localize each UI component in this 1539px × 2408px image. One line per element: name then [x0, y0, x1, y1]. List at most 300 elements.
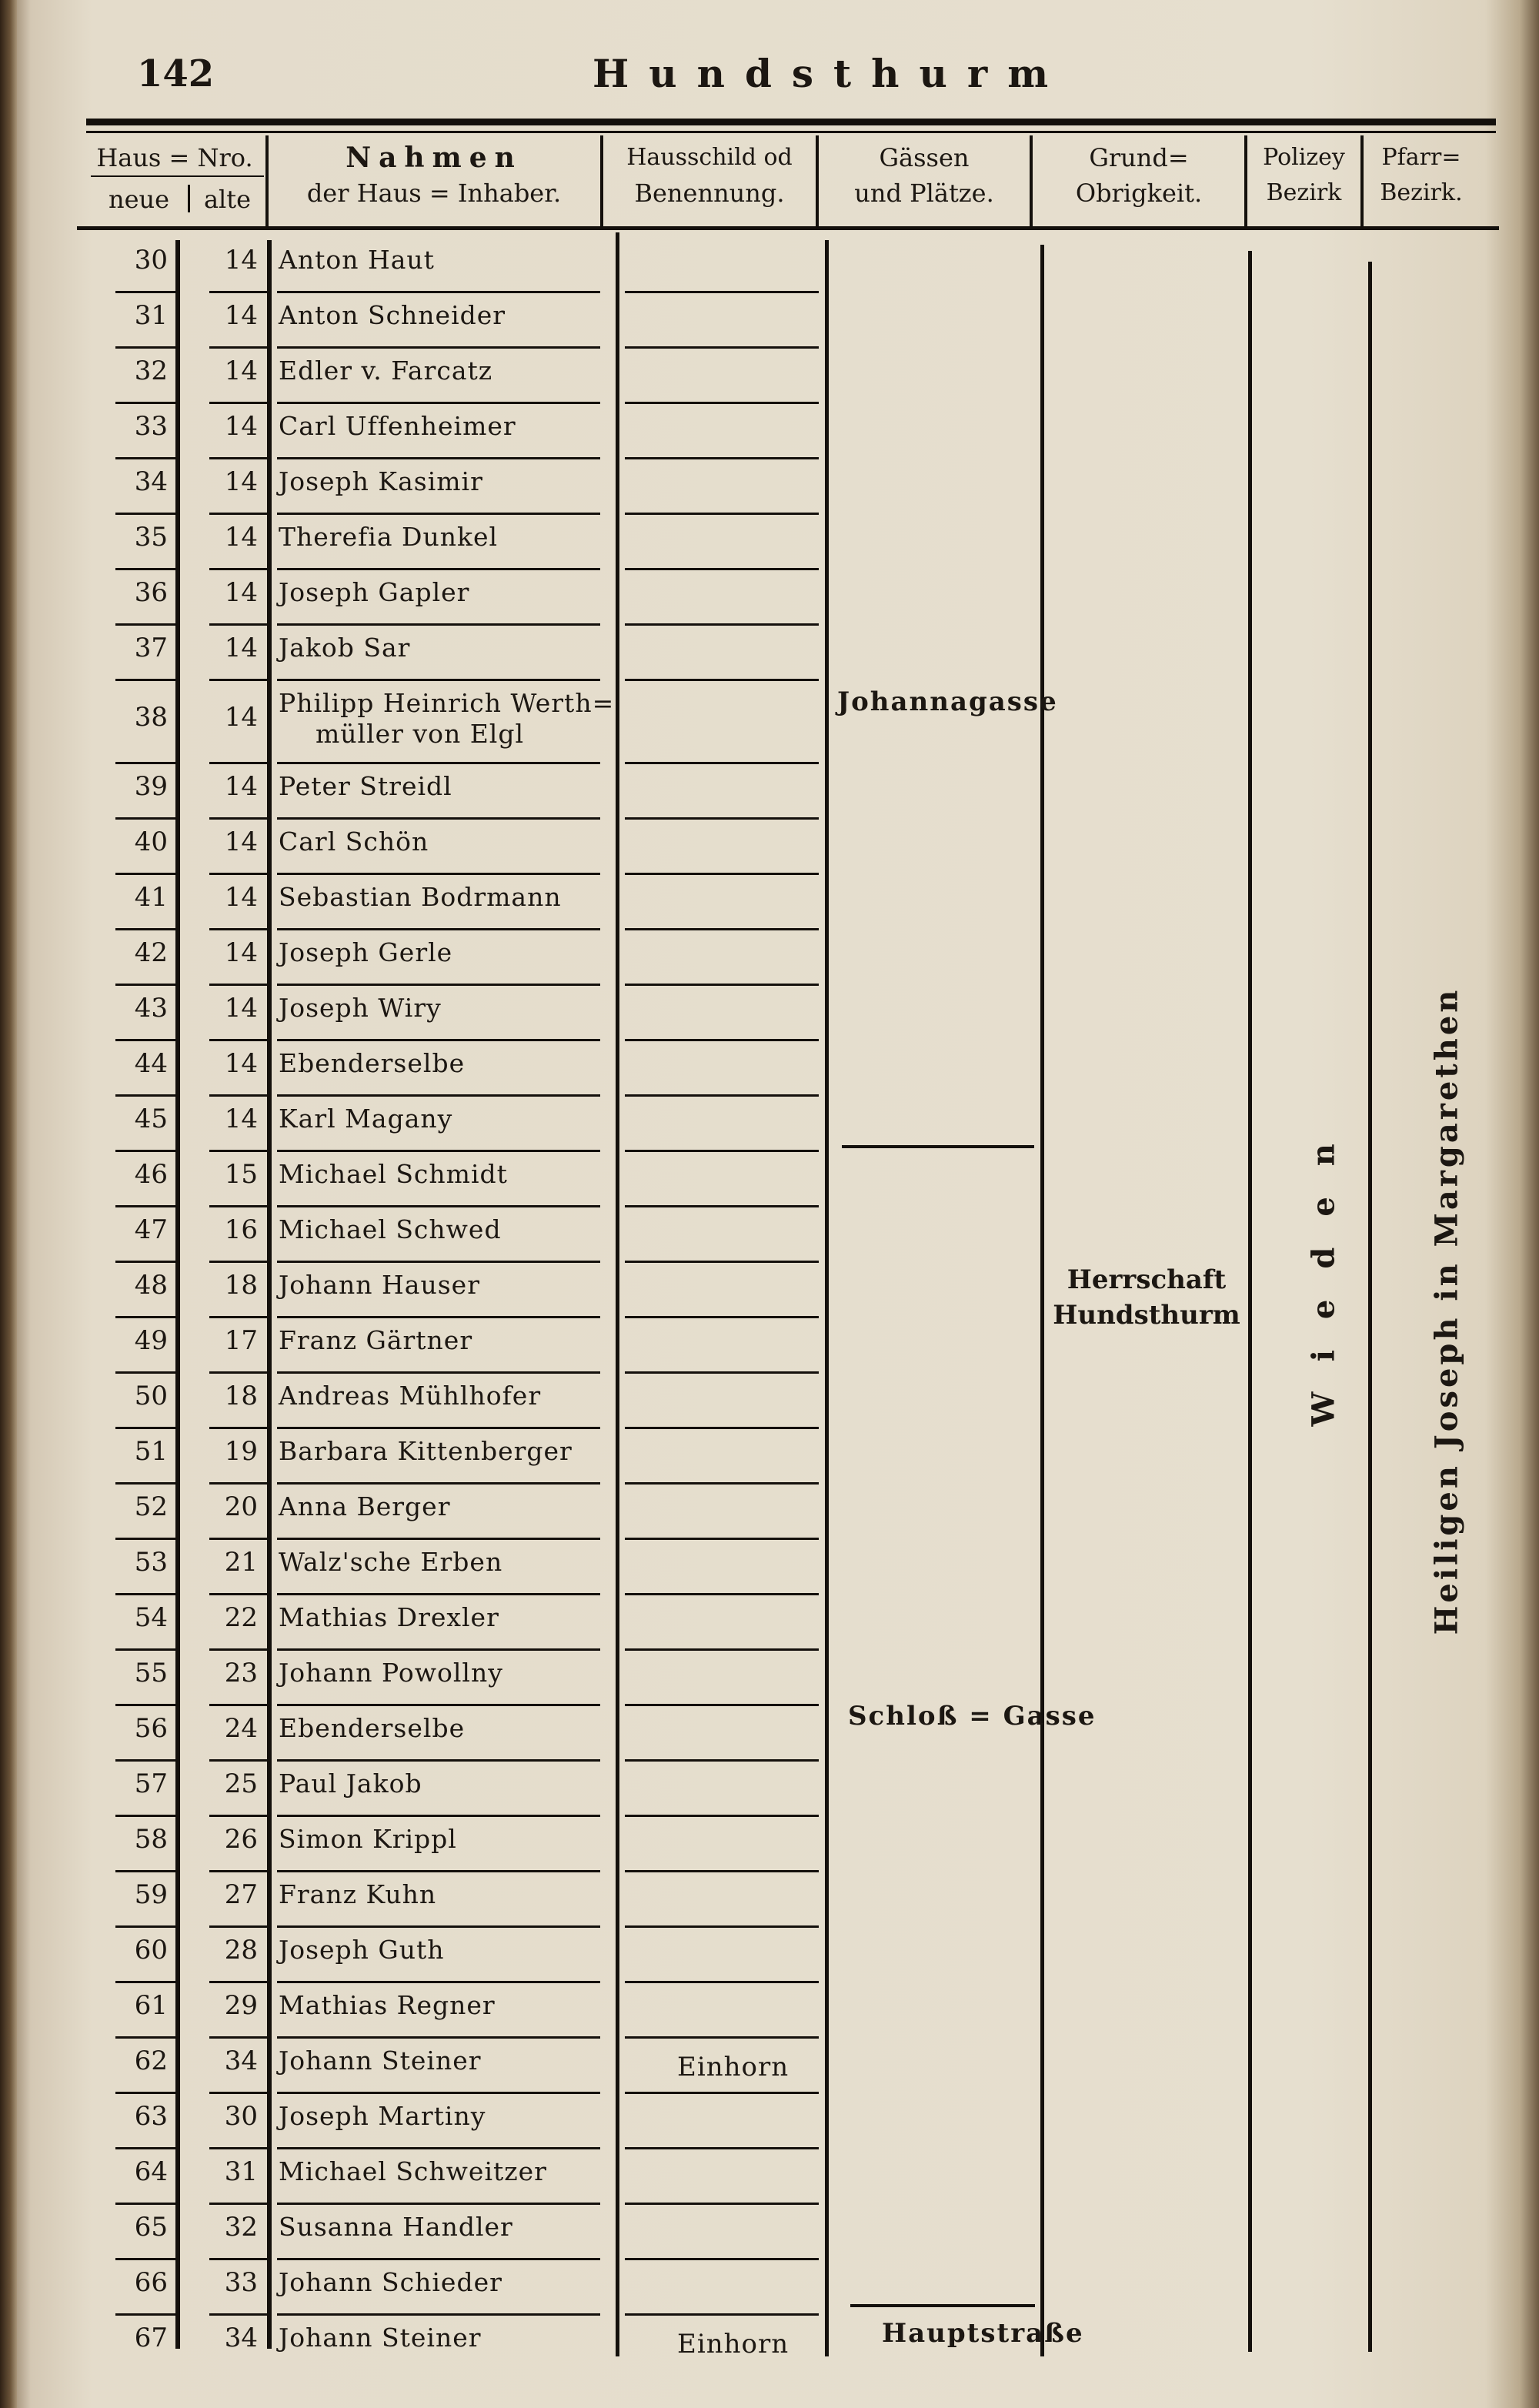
house-number-new: 51	[134, 1436, 168, 1467]
header-polizey-line1: Polizey	[1263, 144, 1345, 171]
street-schlossgasse: Schloß = Gasse	[848, 1701, 1097, 1732]
row-rule-old	[209, 817, 269, 820]
polizey-bezirk-value: Wieden	[1305, 1113, 1342, 1427]
row-rule-old	[209, 1316, 269, 1318]
row-rule-new	[115, 1648, 177, 1651]
house-number-new: 47	[134, 1214, 168, 1245]
row-rule-name	[277, 762, 600, 764]
owner-name: Michael Schmidt	[279, 1159, 508, 1189]
owner-name: Barbara Kittenberger	[279, 1436, 573, 1466]
row-rule-new	[115, 1150, 177, 1152]
row-rule-schild	[625, 2147, 819, 2149]
house-number-new: 31	[134, 300, 168, 331]
street-johannagasse: Johannagasse	[837, 686, 1058, 717]
house-number-old: 14	[224, 411, 258, 442]
row-rule-name	[277, 817, 600, 820]
house-number-old: 14	[224, 827, 258, 857]
house-number-old: 14	[224, 633, 258, 663]
row-rule-new	[115, 1704, 177, 1706]
house-number-old: 31	[224, 2156, 258, 2187]
house-number-old: 14	[224, 245, 258, 276]
house-number-old: 14	[224, 993, 258, 1024]
header-divider	[1030, 135, 1033, 226]
header-grund-line2: Obrigkeit.	[1075, 179, 1203, 208]
house-number-new: 67	[134, 2323, 168, 2353]
row-rule-name	[277, 2147, 600, 2149]
owner-name: Joseph Gapler	[279, 577, 470, 607]
owner-name: Joseph Guth	[279, 1935, 445, 1965]
row-rule-new	[115, 2258, 177, 2260]
row-rule-schild	[625, 291, 819, 293]
row-rule-old	[209, 679, 269, 681]
row-rule-schild	[625, 1316, 819, 1318]
row-rule-new	[115, 291, 177, 293]
row-rule-old	[209, 2203, 269, 2205]
row-rule-old	[209, 2258, 269, 2260]
row-rule-old	[209, 1815, 269, 1817]
row-rule-name	[277, 679, 600, 681]
house-number-old: 14	[224, 522, 258, 553]
row-rule-schild	[625, 1704, 819, 1706]
house-number-old: 18	[224, 1381, 258, 1411]
row-rule-old	[209, 928, 269, 930]
row-rule-new	[115, 513, 177, 515]
house-number-old: 14	[224, 882, 258, 913]
header-gassen-line2: und Plätze.	[854, 179, 994, 208]
row-rule-old	[209, 1704, 269, 1706]
row-rule-schild	[625, 873, 819, 875]
row-rule-schild	[625, 1094, 819, 1097]
row-rule-old	[209, 1482, 269, 1485]
row-rule-new	[115, 679, 177, 681]
owner-name: Michael Schwed	[279, 1214, 502, 1244]
row-rule-name	[277, 1039, 600, 1041]
row-rule-name	[277, 568, 600, 570]
row-rule-name	[277, 1538, 600, 1540]
row-rule-name	[277, 2092, 600, 2094]
owner-name: Johann Hauser	[279, 1270, 480, 1300]
row-rule-new	[115, 1316, 177, 1318]
row-rule-name	[277, 1094, 600, 1097]
header-divider	[265, 135, 269, 226]
house-number-new: 35	[134, 522, 168, 553]
row-rule-schild	[625, 1815, 819, 1817]
row-rule-name	[277, 1150, 600, 1152]
row-rule-new	[115, 2147, 177, 2149]
row-rule-name	[277, 873, 600, 875]
row-rule-name	[277, 1870, 600, 1872]
row-rule-old	[209, 2036, 269, 2039]
row-rule-old	[209, 873, 269, 875]
row-rule-schild	[625, 1371, 819, 1374]
row-rule-old	[209, 984, 269, 986]
house-number-old: 19	[224, 1436, 258, 1467]
header-nahmen-line2: der Haus = Inhaber.	[306, 179, 562, 208]
row-rule-old	[209, 568, 269, 570]
owner-name: Joseph Kasimir	[279, 466, 483, 496]
header-pfarr-line2: Bezirk.	[1380, 179, 1463, 206]
header-nahmen	[269, 140, 599, 211]
house-number-old: 28	[224, 1935, 258, 1965]
column-rule	[267, 240, 272, 2349]
house-number-old: 34	[224, 2323, 258, 2353]
row-rule-schild	[625, 513, 819, 515]
house-number-new: 60	[134, 1935, 168, 1965]
grund-line1: Herrschaft	[1067, 1264, 1227, 1295]
row-rule-name	[277, 623, 600, 626]
header-divider	[600, 135, 603, 226]
house-number-new: 56	[134, 1713, 168, 1744]
header-neue-alte-divider	[188, 185, 190, 212]
house-number-new: 39	[134, 771, 168, 802]
row-rule-schild	[625, 2203, 819, 2205]
row-rule-name	[277, 457, 600, 459]
row-rule-name	[277, 2203, 600, 2205]
row-rule-old	[209, 1261, 269, 1263]
row-rule-old	[209, 1593, 269, 1595]
row-rule-new	[115, 984, 177, 986]
row-rule-schild	[625, 1039, 819, 1041]
owner-name: Sebastian Bodrmann	[279, 882, 562, 912]
owner-name: Ebenderselbe	[279, 1713, 466, 1743]
row-rule-schild	[625, 623, 819, 626]
row-rule-old	[209, 513, 269, 515]
house-number-new: 50	[134, 1381, 168, 1411]
header-alte: alte	[203, 185, 252, 214]
row-rule-schild	[625, 346, 819, 349]
row-rule-old	[209, 1427, 269, 1429]
owner-name: Philipp Heinrich Werth=	[279, 688, 615, 718]
row-rule-old	[209, 346, 269, 349]
pfarr-bezirk-value: Heiligen Joseph in Margarethen	[1428, 987, 1465, 1635]
house-number-old: 14	[224, 356, 258, 386]
row-rule-name	[277, 1427, 600, 1429]
row-rule-old	[209, 402, 269, 404]
house-number-old: 26	[224, 1824, 258, 1855]
house-number-old: 14	[224, 1048, 258, 1079]
top-rule-thin	[86, 131, 1496, 133]
house-number-new: 65	[134, 2212, 168, 2243]
column-rule	[175, 240, 180, 2349]
house-number-old: 30	[224, 2101, 258, 2132]
row-rule-schild	[625, 928, 819, 930]
header-bottom-rule	[77, 226, 1499, 230]
row-rule-new	[115, 1261, 177, 1263]
owner-name: Anton Haut	[279, 245, 435, 275]
row-rule-schild	[625, 568, 819, 570]
row-rule-old	[209, 1039, 269, 1041]
row-rule-old	[209, 291, 269, 293]
house-number-new: 41	[134, 882, 168, 913]
house-number-new: 55	[134, 1658, 168, 1688]
row-rule-name	[277, 2036, 600, 2039]
owner-name: Edler v. Farcatz	[279, 356, 493, 386]
grund-line2: Hundsthurm	[1053, 1300, 1240, 1331]
row-rule-name	[277, 2258, 600, 2260]
owner-name: Walz'sche Erben	[279, 1547, 503, 1577]
owner-name: Joseph Gerle	[279, 937, 453, 967]
owner-name: Carl Uffenheimer	[279, 411, 516, 441]
column-rule	[616, 232, 619, 2356]
owner-name: Ebenderselbe	[279, 1048, 466, 1078]
house-number-new: 64	[134, 2156, 168, 2187]
row-rule-name	[277, 346, 600, 349]
house-number-old: 23	[224, 1658, 258, 1688]
row-rule-name	[277, 291, 600, 293]
page-title: Hundsthurm	[593, 51, 1069, 96]
header-divider	[1244, 135, 1247, 226]
owner-name: Peter Streidl	[279, 771, 452, 801]
row-rule-schild	[625, 1427, 819, 1429]
house-number-old: 14	[224, 300, 258, 331]
row-rule-old	[209, 1205, 269, 1207]
row-rule-old	[209, 457, 269, 459]
house-number-new: 32	[134, 356, 168, 386]
row-rule-new	[115, 1482, 177, 1485]
row-rule-name	[277, 1261, 600, 1263]
row-rule-name	[277, 1925, 600, 1928]
row-rule-new	[115, 1815, 177, 1817]
row-rule-new	[115, 1593, 177, 1595]
row-rule-schild	[625, 817, 819, 820]
header-haus-nro	[86, 140, 263, 175]
house-number-new: 63	[134, 2101, 168, 2132]
header-grund	[1034, 140, 1244, 211]
row-rule-name	[277, 1759, 600, 1762]
house-number-old: 24	[224, 1713, 258, 1744]
row-rule-name	[277, 1371, 600, 1374]
row-rule-name	[277, 1704, 600, 1706]
header-grund-line1: Grund=	[1089, 143, 1189, 172]
house-number-new: 58	[134, 1824, 168, 1855]
top-rule-thick	[86, 119, 1496, 125]
owner-name: Johann Schieder	[279, 2267, 502, 2297]
row-rule-old	[209, 1150, 269, 1152]
house-number-new: 30	[134, 245, 168, 276]
row-rule-name	[277, 984, 600, 986]
house-number-new: 46	[134, 1159, 168, 1190]
owner-name: Anton Schneider	[279, 300, 506, 330]
row-rule-new	[115, 928, 177, 930]
house-number-new: 38	[134, 702, 168, 733]
house-number-old: 14	[224, 702, 258, 733]
column-rule	[825, 240, 829, 2356]
house-number-new: 40	[134, 827, 168, 857]
house-number-old: 32	[224, 2212, 258, 2243]
row-rule-new	[115, 1759, 177, 1762]
owner-name-cont: müller von Elgl	[315, 719, 525, 749]
street-hauptstrasse: Hauptstraße	[882, 2318, 1084, 2349]
grund-obrigkeit	[1043, 1262, 1250, 1333]
row-rule-name	[277, 1482, 600, 1485]
row-rule-new	[115, 623, 177, 626]
row-rule-old	[209, 1094, 269, 1097]
owner-name: Franz Kuhn	[279, 1879, 437, 1909]
house-number-old: 33	[224, 2267, 258, 2298]
owner-name: Johann Steiner	[279, 2046, 482, 2076]
owner-name: Joseph Martiny	[279, 2101, 486, 2131]
row-rule-schild	[625, 2313, 819, 2316]
row-rule-new	[115, 2092, 177, 2094]
row-rule-schild	[625, 2092, 819, 2094]
row-rule-name	[277, 1648, 600, 1651]
row-rule-schild	[625, 1261, 819, 1263]
row-rule-name	[277, 402, 600, 404]
column-rule	[1368, 262, 1372, 2352]
house-number-new: 33	[134, 411, 168, 442]
house-number-old: 22	[224, 1602, 258, 1633]
row-rule-new	[115, 2313, 177, 2316]
row-rule-new	[115, 1427, 177, 1429]
house-number-new: 44	[134, 1048, 168, 1079]
book-spine	[0, 0, 17, 2408]
house-number-new: 49	[134, 1325, 168, 1356]
row-rule-schild	[625, 679, 819, 681]
owner-name: Joseph Wiry	[279, 993, 442, 1023]
owner-name: Paul Jakob	[279, 1768, 422, 1798]
row-rule-new	[115, 1981, 177, 1983]
row-rule-schild	[625, 2036, 819, 2039]
owner-name: Karl Magany	[279, 1104, 453, 1134]
house-number-old: 14	[224, 1104, 258, 1134]
row-rule-new	[115, 2203, 177, 2205]
header-pfarr	[1364, 140, 1479, 211]
row-rule-new	[115, 873, 177, 875]
row-rule-new	[115, 817, 177, 820]
row-rule-name	[277, 1981, 600, 1983]
house-number-old: 14	[224, 577, 258, 608]
row-rule-name	[277, 513, 600, 515]
house-number-old: 14	[224, 771, 258, 802]
row-rule-new	[115, 1205, 177, 1207]
row-rule-schild	[625, 2258, 819, 2260]
row-rule-schild	[625, 1759, 819, 1762]
row-rule-old	[209, 2092, 269, 2094]
house-number-old: 34	[224, 2046, 258, 2076]
house-number-new: 48	[134, 1270, 168, 1301]
header-divider	[816, 135, 819, 226]
row-rule-new	[115, 346, 177, 349]
header-pfarr-line1: Pfarr=	[1381, 144, 1461, 171]
house-number-old: 29	[224, 1990, 258, 2021]
street-boundary-rule	[842, 1145, 1034, 1148]
row-rule-old	[209, 1538, 269, 1540]
house-number-new: 34	[134, 466, 168, 497]
row-rule-new	[115, 402, 177, 404]
header-polizey-line2: Bezirk	[1266, 179, 1342, 206]
owner-name: Franz Gärtner	[279, 1325, 473, 1355]
header-haus-nro-label: Haus = Nro.	[96, 143, 253, 172]
row-rule-schild	[625, 402, 819, 404]
row-rule-old	[209, 2313, 269, 2316]
house-number-new: 43	[134, 993, 168, 1024]
house-number-new: 54	[134, 1602, 168, 1633]
owner-name: Carl Schön	[279, 827, 429, 857]
row-rule-old	[209, 2147, 269, 2149]
house-sign: Einhorn	[677, 2052, 790, 2082]
owner-name: Jakob Sar	[279, 633, 411, 663]
house-number-new: 36	[134, 577, 168, 608]
owner-name: Andreas Mühlhofer	[279, 1381, 542, 1411]
row-rule-schild	[625, 1150, 819, 1152]
house-number-old: 14	[224, 466, 258, 497]
header-gassen	[820, 140, 1028, 211]
row-rule-old	[209, 1925, 269, 1928]
row-rule-old	[209, 1870, 269, 1872]
row-rule-schild	[625, 762, 819, 764]
row-rule-new	[115, 457, 177, 459]
house-number-old: 21	[224, 1547, 258, 1578]
house-number-old: 14	[224, 937, 258, 968]
owner-name: Mathias Drexler	[279, 1602, 499, 1632]
header-nahmen-line1: Nahmen	[346, 142, 522, 174]
row-rule-schild	[625, 984, 819, 986]
owner-name: Mathias Regner	[279, 1990, 496, 2020]
row-rule-name	[277, 928, 600, 930]
row-rule-schild	[625, 1648, 819, 1651]
header-polizey	[1248, 140, 1360, 211]
row-rule-name	[277, 2313, 600, 2316]
row-rule-old	[209, 1648, 269, 1651]
row-rule-new	[115, 1538, 177, 1540]
owner-name: Simon Krippl	[279, 1824, 457, 1854]
row-rule-name	[277, 1815, 600, 1817]
header-gassen-line1: Gässen	[879, 143, 970, 172]
row-rule-schild	[625, 457, 819, 459]
row-rule-new	[115, 2036, 177, 2039]
house-number-new: 61	[134, 1990, 168, 2021]
row-rule-old	[209, 1371, 269, 1374]
street-boundary-rule	[850, 2304, 1035, 2307]
house-number-old: 17	[224, 1325, 258, 1356]
house-number-old: 27	[224, 1879, 258, 1910]
row-rule-new	[115, 1039, 177, 1041]
row-rule-schild	[625, 1482, 819, 1485]
row-rule-schild	[625, 1205, 819, 1207]
row-rule-schild	[625, 1870, 819, 1872]
header-hausschild-line2: Benennung.	[634, 179, 785, 208]
row-rule-name	[277, 1593, 600, 1595]
house-sign: Einhorn	[677, 2329, 790, 2360]
house-number-new: 52	[134, 1491, 168, 1522]
row-rule-new	[115, 762, 177, 764]
row-rule-schild	[625, 1981, 819, 1983]
owner-name: Therefia Dunkel	[279, 522, 499, 552]
owner-name: Michael Schweitzer	[279, 2156, 547, 2186]
row-rule-schild	[625, 1538, 819, 1540]
house-number-new: 37	[134, 633, 168, 663]
header-hausschild-line1: Hausschild od	[626, 144, 793, 171]
row-rule-new	[115, 1925, 177, 1928]
row-rule-old	[209, 623, 269, 626]
header-hausschild	[605, 140, 814, 211]
owner-name: Johann Powollny	[279, 1658, 503, 1688]
house-number-old: 25	[224, 1768, 258, 1799]
row-rule-new	[115, 1371, 177, 1374]
header-neue: neue	[108, 185, 170, 214]
house-number-new: 42	[134, 937, 168, 968]
row-rule-new	[115, 1870, 177, 1872]
row-rule-old	[209, 1981, 269, 1983]
house-number-old: 15	[224, 1159, 258, 1190]
row-rule-old	[209, 1759, 269, 1762]
house-number-old: 16	[224, 1214, 258, 1245]
row-rule-new	[115, 568, 177, 570]
owner-name: Anna Berger	[279, 1491, 451, 1521]
row-rule-old	[209, 762, 269, 764]
house-number-new: 62	[134, 2046, 168, 2076]
house-number-new: 53	[134, 1547, 168, 1578]
